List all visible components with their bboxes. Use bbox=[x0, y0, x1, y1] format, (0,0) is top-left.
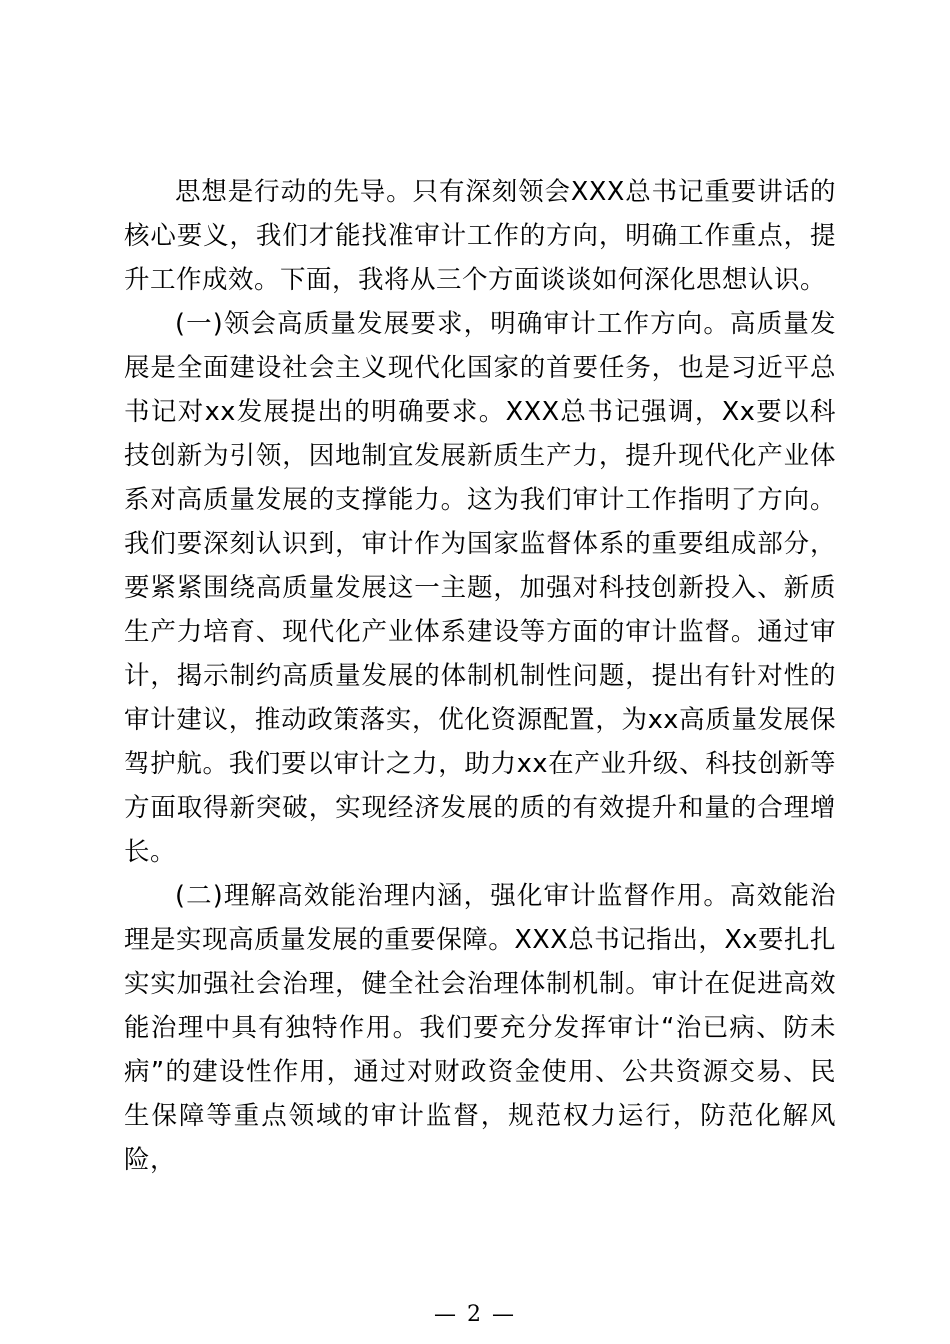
document-body bbox=[124, 170, 836, 1182]
page-number: — 2 — bbox=[434, 1302, 516, 1327]
paragraph-intro: 思想是行动的先导。只有深刻领会XXX总书记重要讲话的核心要义，我们才能找准审计工作的方向，明确工作重点，提升工作成效。下面，我将从三个方面谈谈如何深化思想认识。 bbox=[124, 177, 836, 295]
paragraph-section-1: (一)领会高质量发展要求，明确审计工作方向。高质量发展是全面建设社会主义现代化国家的首要任务，也是习近平总书记对xx发展提出的明确要求。XXX总书记强调，Xx要以科技创新为引领，因地制宜发展新质生产力，提升现代化产业体系对高质量发展的支撑能力。这为我们审计工作指明了方向。我们要深刻认识到，审计作为国家监督体系的重要组成部分，要紧紧围绕高质量发展这一主题，加强对科技创新投入、新质生产力培育、现代化产业体系建设等方面的审计监督。通过审计，揭示制约高质量发展的体制机制性问题，提出有针对性的审计建议，推动政策落实，优化资源配置，为xx高质量发展保驾护航。我们要以审计之力，助力xx在产业升级、科技创新等方面取得新突破，实现经济发展的质的有效提升和量的合理增长。 bbox=[124, 309, 836, 867]
paragraph-section-2: (二)理解高效能治理内涵，强化审计监督作用。高效能治理是实现高质量发展的重要保障。XXX总书记指出，Xx要扎扎实实加强社会治理，健全社会治理体制机制。审计在促进高效能治理中具有独特作用。我们要充分发挥审计“治已病、防未病”的建设性作用，通过对财政资金使用、公共资源交易、民生保障等重点领域的审计监督，规范权力运行，防范化解风险， bbox=[124, 881, 836, 1175]
